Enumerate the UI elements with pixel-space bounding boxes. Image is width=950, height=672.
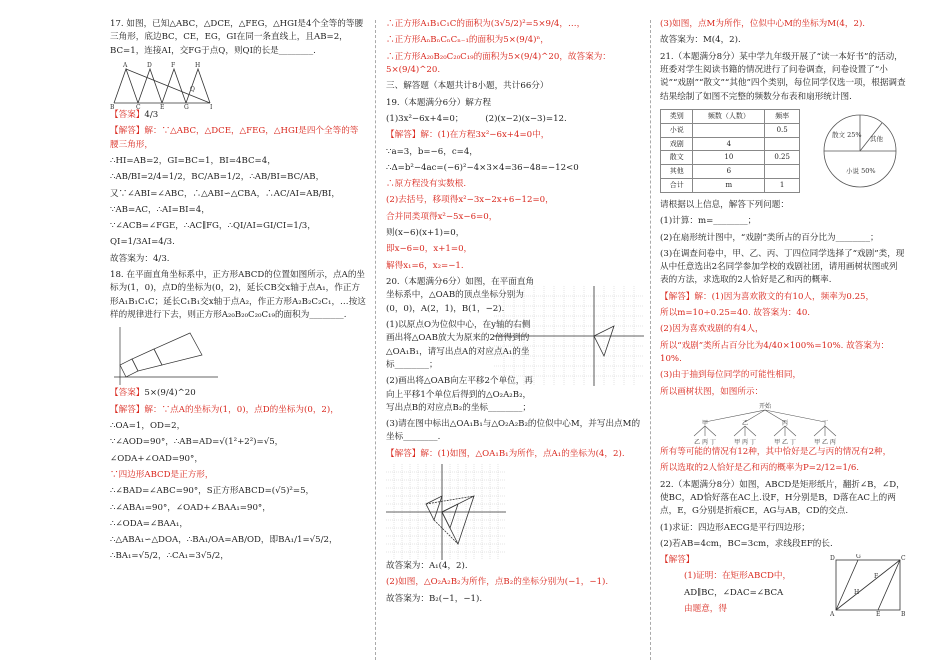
q17-text: 17. 如图，已知△ABC，△DCE，△FEG，△HGI是4个全等的等腰三角形，底边BC，CE，EG，GI在同一条直线上，且AB=2，BC=1，连接AI，交FG于点Q，则QI的长是________. <box>110 19 364 56</box>
solution-line: ∴HI=AB=2，GI=BC=1，BI=4BC=4， <box>110 155 276 166</box>
column-middle <box>386 18 642 666</box>
label-F: F <box>171 61 176 69</box>
table-cell: 1 <box>765 179 800 193</box>
q22-solution-label: 【解答】 <box>660 555 695 566</box>
solution-line: ∵∠AOD=90°，∴AB=AD=√(1²+2²)=√5， <box>110 437 284 448</box>
q20-line: (2)画出将△OAB向左平移2个单位，再向上平移1个单位后得到的△O₂A₂B₂，写出点B的对应点B₂的坐标________； <box>386 376 533 413</box>
tree-leaves: 甲 乙 丙 <box>814 438 836 446</box>
table-cell: 其他 <box>661 165 693 179</box>
answer-label: 【答案】 <box>110 388 145 399</box>
q20-line: 20.（本题满分6分）如图，在平面直角坐标系中，△OAB的顶点坐标分别为(0，0)，A(2，1)，B(1，−2). <box>386 277 535 314</box>
solution-line: ∴OA=1，OD=2， <box>110 420 186 431</box>
solution-line: 故答案为：4/3. <box>110 253 170 264</box>
label-F: F <box>874 573 879 581</box>
q20-line: (1)以原点O为位似中心，在y轴的右侧画出将△OAB放大为原来的2倍得到的△OA₁B₁，请写出点A的对应点A₁的坐标________； <box>386 319 531 370</box>
label-I: I <box>210 103 213 109</box>
label-A: A <box>830 611 835 617</box>
q22-text: 22.（本题满分8分）如图，ABCD是矩形纸片，翻折∠B，∠D，使BC，AD恰好落在AC上.设F，H分别是B，D落在AC上的两点，E，G分别是折痕CE，AG与AB，CD的交点. <box>660 479 905 517</box>
pie-label-other: 其他 <box>870 134 883 143</box>
q18-text: 18. 在平面直角坐标系中，正方形ABCD的位置如图所示，点A的坐标为(1，0)，点D的坐标为(0，2)，延长CB交x轴于点A₁，作正方形A₁B₁C₁C；延长C₁B₁交x轴于点A₂，作正方形A₂B₂C₂C₁，…按这样的规律进行下去，则正方形A₂₀B₂₀C₂₀C₁₉的面积为________. <box>110 270 366 320</box>
label-G: G <box>184 103 189 109</box>
q22-part: (2)若AB=4cm，BC=3cm，求线段EF的长. <box>660 538 833 549</box>
label-B: B <box>110 103 115 109</box>
table-cell: 散文 <box>661 151 693 165</box>
solution-line: ∴原方程没有实数根. <box>386 179 467 190</box>
tree-leaves: 甲 丙 丁 <box>734 438 756 446</box>
solution-line: ∴∠ODA=∠BAA₁， <box>110 518 188 529</box>
table-cell: 6 <box>693 165 765 179</box>
table-row <box>661 151 800 165</box>
solution-line: 解得x₁=6，x₂=−1. <box>386 260 464 271</box>
table-cell <box>765 137 800 151</box>
q20-line: (3)请在图中标出△OA₁B₁与△O₂A₂B₂的位似中心M，并写出点M的坐标________. <box>386 419 641 443</box>
table-header-cell: 类别 <box>661 109 693 123</box>
table-header-row <box>661 109 800 123</box>
solution-line: ∵四边形ABCD是正方形， <box>110 469 214 480</box>
solution-line: ∠ODA+∠OAD=90°， <box>110 453 203 464</box>
table-cell: 合计 <box>661 179 693 193</box>
q21-figures <box>660 107 906 199</box>
q20-solution-line: (2)如图，△O₂A₂B₂为所作，点B₂的坐标分别为(−1，−1). <box>386 577 609 588</box>
solution-line: ∴∠BAD=∠ABC=90°，S正方形ABCD=(√5)²=5， <box>110 486 315 497</box>
q18-answer <box>110 387 366 400</box>
label-D: D <box>147 61 152 69</box>
column-left <box>110 18 366 666</box>
tree-leaves: 甲 乙 丁 <box>774 438 796 446</box>
q18-cont-line: ∴正方形A₁B₁C₁C的面积为(3√5/2)²=5×9/4，…， <box>386 19 586 29</box>
q20-part3-line: (3)如图，点M为所作，位似中心M的坐标为M(4，2). <box>660 19 866 29</box>
q21-part: 请根据以上信息，解答下列问题： <box>660 199 789 210</box>
q17-solution <box>110 125 366 266</box>
q20-solution-line: 故答案为：B₂(−1，−1). <box>386 593 483 604</box>
table-cell <box>765 165 800 179</box>
solution-line: 所以选取的2人恰好是乙和丙的概率为P=2/12=1/6. <box>660 463 860 474</box>
table-cell: 戏剧 <box>661 137 693 151</box>
solution-line: 【解答】解：(1)因为喜欢散文的有10人，频率为0.25， <box>660 291 875 302</box>
pie-label-essay: 散文 25% <box>832 130 862 139</box>
label-H: H <box>195 61 201 69</box>
q17-figure <box>110 61 220 109</box>
solution-line: 【解答】解：(1)在方程3x²−6x+4=0中， <box>386 130 550 141</box>
solution-line: (2)因为喜欢戏剧的有4人， <box>660 324 764 335</box>
q18-cont-line: ∴正方形A₂₀B₂₀C₂₀C₁₉的面积为5×(9/4)^20，故答案为：5×(9/4)^20. <box>386 51 611 75</box>
label-Q: Q <box>190 85 195 93</box>
equation-1: (1)3x²−6x+4=0； <box>386 113 464 124</box>
tree-node: 甲 <box>701 419 709 427</box>
table-cell: 10 <box>693 151 765 165</box>
label-E: E <box>876 611 881 617</box>
solution-line: 则(x−6)(x+1)=0， <box>386 228 465 239</box>
tree-diagram <box>680 402 850 446</box>
solution-line: ∵a=3，b=−6，c=4， <box>386 146 478 157</box>
solution-line: 合并同类项得x²−5x−6=0， <box>386 211 498 222</box>
solution-line: QI=1/3AI=4/3. <box>110 237 175 248</box>
column-right <box>660 18 906 666</box>
solution-line: (3)由于抽到每位同学的可能性相同， <box>660 370 802 381</box>
table-header-cell: 频数（人数） <box>693 109 765 123</box>
q22-part: (1)求证：四边形AECG是平行四边形； <box>660 522 810 533</box>
q22-figure <box>830 554 906 616</box>
q22-solution-body <box>660 570 824 616</box>
table-row <box>661 165 800 179</box>
table-cell: 0.5 <box>765 123 800 137</box>
solution-line: 所以m=10÷0.25=40. 故答案为：40. <box>660 308 811 319</box>
table-cell: 0.25 <box>765 151 800 165</box>
label-B: B <box>901 611 906 617</box>
solution-line: ∵∠ACB=∠FGE，∴AC∥FG，∴QI/AI=GI/CI=1/3， <box>110 221 316 232</box>
solution-line: ∴∠ABA₁=90°，∠OAD+∠BAA₁=90°， <box>110 502 271 513</box>
table-row <box>661 123 800 137</box>
label-C: C <box>901 555 906 563</box>
q18-cont-line: ∴正方形AₙBₙCₙCₙ₋₁的面积为5×(9/4)ⁿ， <box>386 35 549 46</box>
label-H: H <box>854 589 860 597</box>
solution-line: AD∥BC，∠DAC=∠BCA <box>684 587 784 598</box>
tree-node: 乙 <box>741 419 749 427</box>
q20-solution-head: 【解答】解：(1)如图，△OA₁B₁为所作，点A₁的坐标为(4，2). <box>386 448 625 459</box>
solution-line: 由题意，得 <box>684 604 727 615</box>
tree-leaves: 乙 丙 丁 <box>694 438 716 446</box>
solution-line: 所以“戏剧”类所占百分比为4/40×100%=10%. 故答案为：10%. <box>660 340 890 364</box>
table-row <box>661 137 800 151</box>
table-cell: 4 <box>693 137 765 151</box>
table-cell: m <box>693 179 765 193</box>
label-D: D <box>830 555 835 563</box>
table-row <box>661 179 800 193</box>
section-heading: 三、解答题（本题共计8小题，共计66分） <box>386 81 549 92</box>
q21-part: (2)在扇形统计图中，“戏剧”类所占的百分比为________； <box>660 232 879 243</box>
equation-2: (2)(x−2)(x−3)=12. <box>485 113 567 124</box>
solution-line: ∴BA₁=√5/2，∴CA₁=3√5/2， <box>110 551 229 562</box>
label-A: A <box>123 61 128 69</box>
q20-grid-figure <box>494 286 644 386</box>
q19-equations <box>386 113 642 126</box>
q17-answer <box>110 109 366 122</box>
solution-line: 即x−6=0，x+1=0， <box>386 244 473 255</box>
q20-part3-line: 故答案为：M(4，2). <box>660 35 741 46</box>
q22-solution <box>660 554 906 616</box>
q20-solution-line: 故答案为：A₁(4，2). <box>386 561 468 572</box>
frequency-table <box>660 109 800 193</box>
table-cell: 小说 <box>661 123 693 137</box>
q18-figure <box>110 325 220 387</box>
label-E: E <box>160 103 165 109</box>
table-header-cell: 频率 <box>765 109 800 123</box>
label-G: G <box>856 554 861 561</box>
label-C: C <box>136 103 141 109</box>
table-cell <box>693 123 765 137</box>
q19-head: 19.（本题满分6分）解方程 <box>386 97 492 108</box>
q19-solution <box>386 129 642 273</box>
solution-line: 【解答】解：∵点A的坐标为(1，0)，点D的坐标为(0，2)， <box>110 404 339 415</box>
solution-line: ∴△ABA₁∽△DOA，∴BA₁/OA=AB/OD，即BA₁/1=√5/2， <box>110 535 338 546</box>
pie-chart <box>820 107 900 195</box>
q21-text: 21.（本题满分8分）某中学九年级开展了“读一本好书”的活动，班委对学生阅读书籍的情况进行了问卷调查，问卷设置了“小说”“戏剧”“散文”“其他”四个类别，每位同学仅选一项，根据调查结果绘制了如图不完整的频数分布表和扇形统计图. <box>660 51 906 102</box>
q21-part: (1)计算：m=________； <box>660 216 757 227</box>
solution-line: 又∵∠ABI=∠ABC，∴△ABI∽△CBA，∴AC/AI=AB/BI， <box>110 188 340 199</box>
answer-value: 5×(9/4)^20 <box>144 388 196 399</box>
q18-solution <box>110 404 366 564</box>
tree-node: 丙 <box>781 419 789 427</box>
solution-line: (2)去括号，移项得x²−3x−2x+6−12=0， <box>386 195 554 206</box>
solution-line: 所有等可能的情况有12种，其中恰好是乙与丙的情况有2种， <box>660 446 892 457</box>
solution-line: (1)证明：在矩形ABCD中， <box>684 571 792 582</box>
q21-part: (3)在调查问卷中，甲、乙、丙、丁四位同学选择了“戏剧”类，现从中任意选出2名同学参加学校的戏剧社团，请用画树状图或列表的方法，求选取的2人恰好是乙和丙的概率. <box>660 248 905 286</box>
tree-root: 开始 <box>758 402 772 410</box>
solution-line: ∴AB/BI=2/4=1/2，BC/AB=1/2，∴AB/BI=BC/AB， <box>110 172 325 183</box>
answer-label: 【答案】 <box>110 109 145 120</box>
tree-node: 丁 <box>821 419 829 427</box>
answer-value: 4/3 <box>144 109 159 120</box>
solution-line: ∴Δ=b²−4ac=(−6)²−4×3×4=36−48=−12<0 <box>386 162 579 173</box>
solution-line: 所以画树状图，如图所示： <box>660 386 764 397</box>
solution-line: 【解答】解：∵△ABC，△DCE，△FEG，△HGI是四个全等的等腰三角形， <box>110 126 359 150</box>
q21-solution <box>660 291 906 399</box>
q20-answer-figure <box>386 464 506 560</box>
q20-block <box>386 276 642 445</box>
solution-line: ∵AB=AC，∴AI=BI=4， <box>110 204 210 215</box>
pie-label-novel: 小说 50% <box>846 166 876 175</box>
